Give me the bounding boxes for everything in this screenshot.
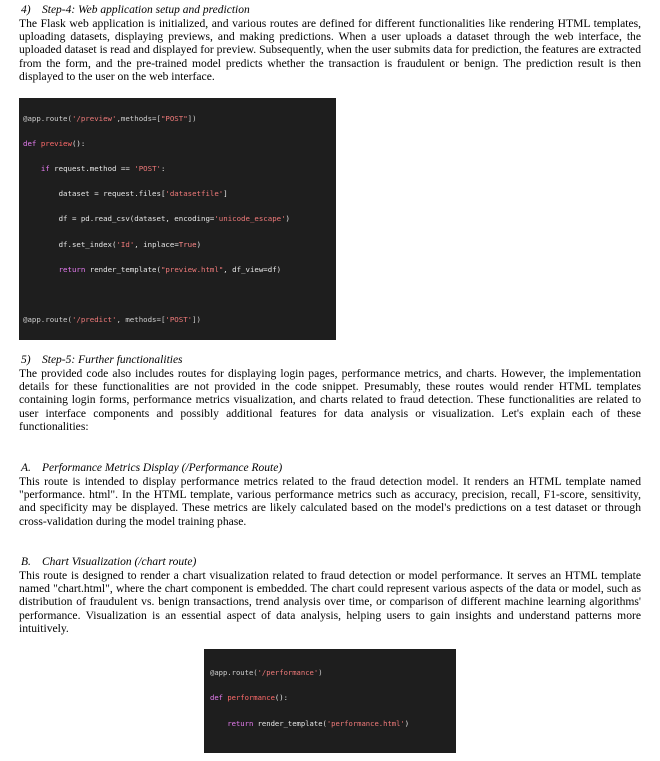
code-snippet-performance-chart bbox=[204, 649, 456, 753]
heading-title: Step-4: Web application setup and prediction bbox=[42, 4, 250, 16]
code-line-blank bbox=[210, 743, 450, 753]
code-line bbox=[23, 339, 332, 340]
code-line: return render_template("preview.html", df_view=df) bbox=[58, 264, 282, 274]
code-snippet-preview-predict bbox=[19, 98, 336, 340]
heading-title: Step-5: Further functionalities bbox=[42, 354, 183, 366]
section-performance-metrics bbox=[19, 462, 641, 528]
section-heading bbox=[19, 354, 641, 367]
heading-number: 4) bbox=[21, 4, 31, 16]
code-line: @app.route('/performance') bbox=[210, 667, 323, 677]
heading-number: A. bbox=[21, 462, 31, 474]
section-paragraph: This route is designed to render a chart visualization related to fraud detection or model performance. It serves an HTML template named "chart.html", where the chart component is embedded. The chart could represent various aspects of the data or model, such as distribution of fraudulent vs. benign transactions, trend analysis over time, or comparison of different machine learning algorithms' performance. Visualization is an essential aspect of data analysis, helping users to gain insights and understand patterns more intuitively. bbox=[19, 569, 641, 635]
code-line: def preview(): bbox=[23, 138, 86, 148]
heading-title: Chart Visualization (/chart route) bbox=[42, 556, 197, 568]
heading-title: Performance Metrics Display (/Performance Route) bbox=[42, 462, 283, 474]
section-paragraph: The Flask web application is initialized, and various routes are defined for different functionalities like rendering HTML templates, uploading datasets, displaying previews, and making predictions. When a user uploads a dataset through the web interface, the uploaded dataset is read and displayed for preview. Subsequently, when the user submits data for prediction, the features are extracted from the form, and the pre-trained model predicts whether the transaction is fraudulent or benign. The prediction result is then displayed to the user on the web interface. bbox=[19, 17, 641, 83]
code-line: return render_template('performance.html') bbox=[227, 718, 410, 728]
heading-number: 5) bbox=[21, 354, 31, 366]
code-line: def performance(): bbox=[210, 693, 288, 703]
section-heading bbox=[19, 4, 641, 17]
code-line: df = pd.read_csv(dataset, encoding='unicode_escape') bbox=[58, 214, 290, 224]
code-line: @app.route('/preview',methods=["POST"]) bbox=[23, 113, 197, 123]
code-line: if request.method == 'POST': bbox=[40, 163, 166, 173]
section-step-5 bbox=[19, 354, 641, 433]
section-heading bbox=[19, 556, 641, 569]
code-line: @app.route('/predict', methods=['POST']) bbox=[23, 315, 202, 325]
code-line: df.set_index('Id', inplace=True) bbox=[58, 239, 202, 249]
heading-number: B. bbox=[21, 556, 31, 568]
section-paragraph: The provided code also includes routes for displaying login pages, performance metrics, and charts. However, the implementation details for these functionalities are not provided in the code snippet. Presumably, these routes would render HTML templates containing login forms, performance metrics visualization, and charts related to fraud detection. These functionalities are related to user interface components and possibly additional features for data analysis or visualization. Let's explain each of these functionalities: bbox=[19, 367, 641, 433]
code-line-blank bbox=[23, 289, 332, 302]
section-chart-visualization bbox=[19, 556, 641, 635]
code-line: dataset = request.files['datasetfile'] bbox=[58, 189, 228, 199]
section-paragraph: This route is intended to display performance metrics related to the fraud detection model. It renders an HTML template named "performance. html". In the HTML template, various performance metrics such as accuracy, precision, recall, F1-score, sensitivity, and specificity may be displayed. These metrics are likely calculated based on the model's predictions on a test dataset or through cross-validation during the model training phase. bbox=[19, 475, 641, 528]
section-heading bbox=[19, 462, 641, 475]
section-step-4 bbox=[19, 4, 641, 83]
